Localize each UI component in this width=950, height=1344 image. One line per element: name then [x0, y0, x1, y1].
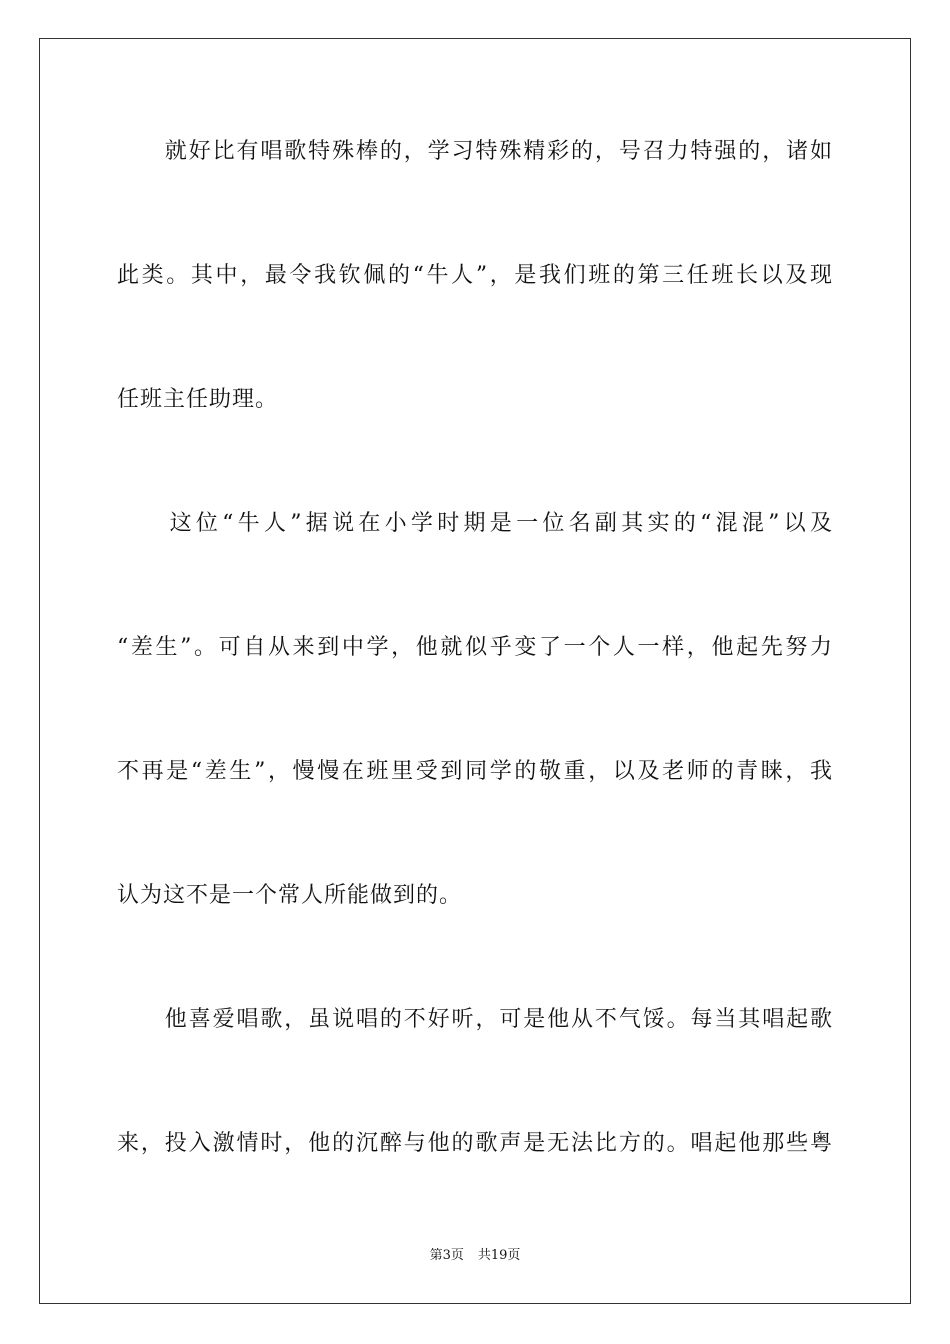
text-line: 来，投入激情时，他的沉醉与他的歌声是无法比方的。唱起他那些粤 [117, 1131, 833, 1156]
text-line: 他喜爱唱歌，虽说唱的不好听，可是他从不气馁。每当其唱起歌 [117, 1007, 833, 1032]
page-number: 第3页 [429, 1248, 464, 1263]
page-total: 共19页 [477, 1248, 521, 1263]
text-line: 认为这不是一个常人所能做到的。 [117, 883, 463, 908]
text-line: “差生”。可自从来到中学，他就似乎变了一个人一样，他起先努力 [117, 635, 833, 660]
text-line: 任班主任助理。 [117, 387, 279, 412]
text-line: 就好比有唱歌特殊棒的，学习特殊精彩的，号召力特强的，诸如 [117, 139, 833, 164]
text-line: 此类。其中，最令我钦佩的“牛人”，是我们班的第三任班长以及现 [117, 263, 833, 288]
text-line: 不再是“差生”，慢慢在班里受到同学的敬重，以及老师的青睐，我 [117, 759, 833, 784]
text-line: 这位“牛人”据说在小学时期是一位名副其实的“混混”以及 [117, 511, 833, 536]
page-border [39, 38, 911, 1304]
page-footer [0, 1246, 950, 1266]
